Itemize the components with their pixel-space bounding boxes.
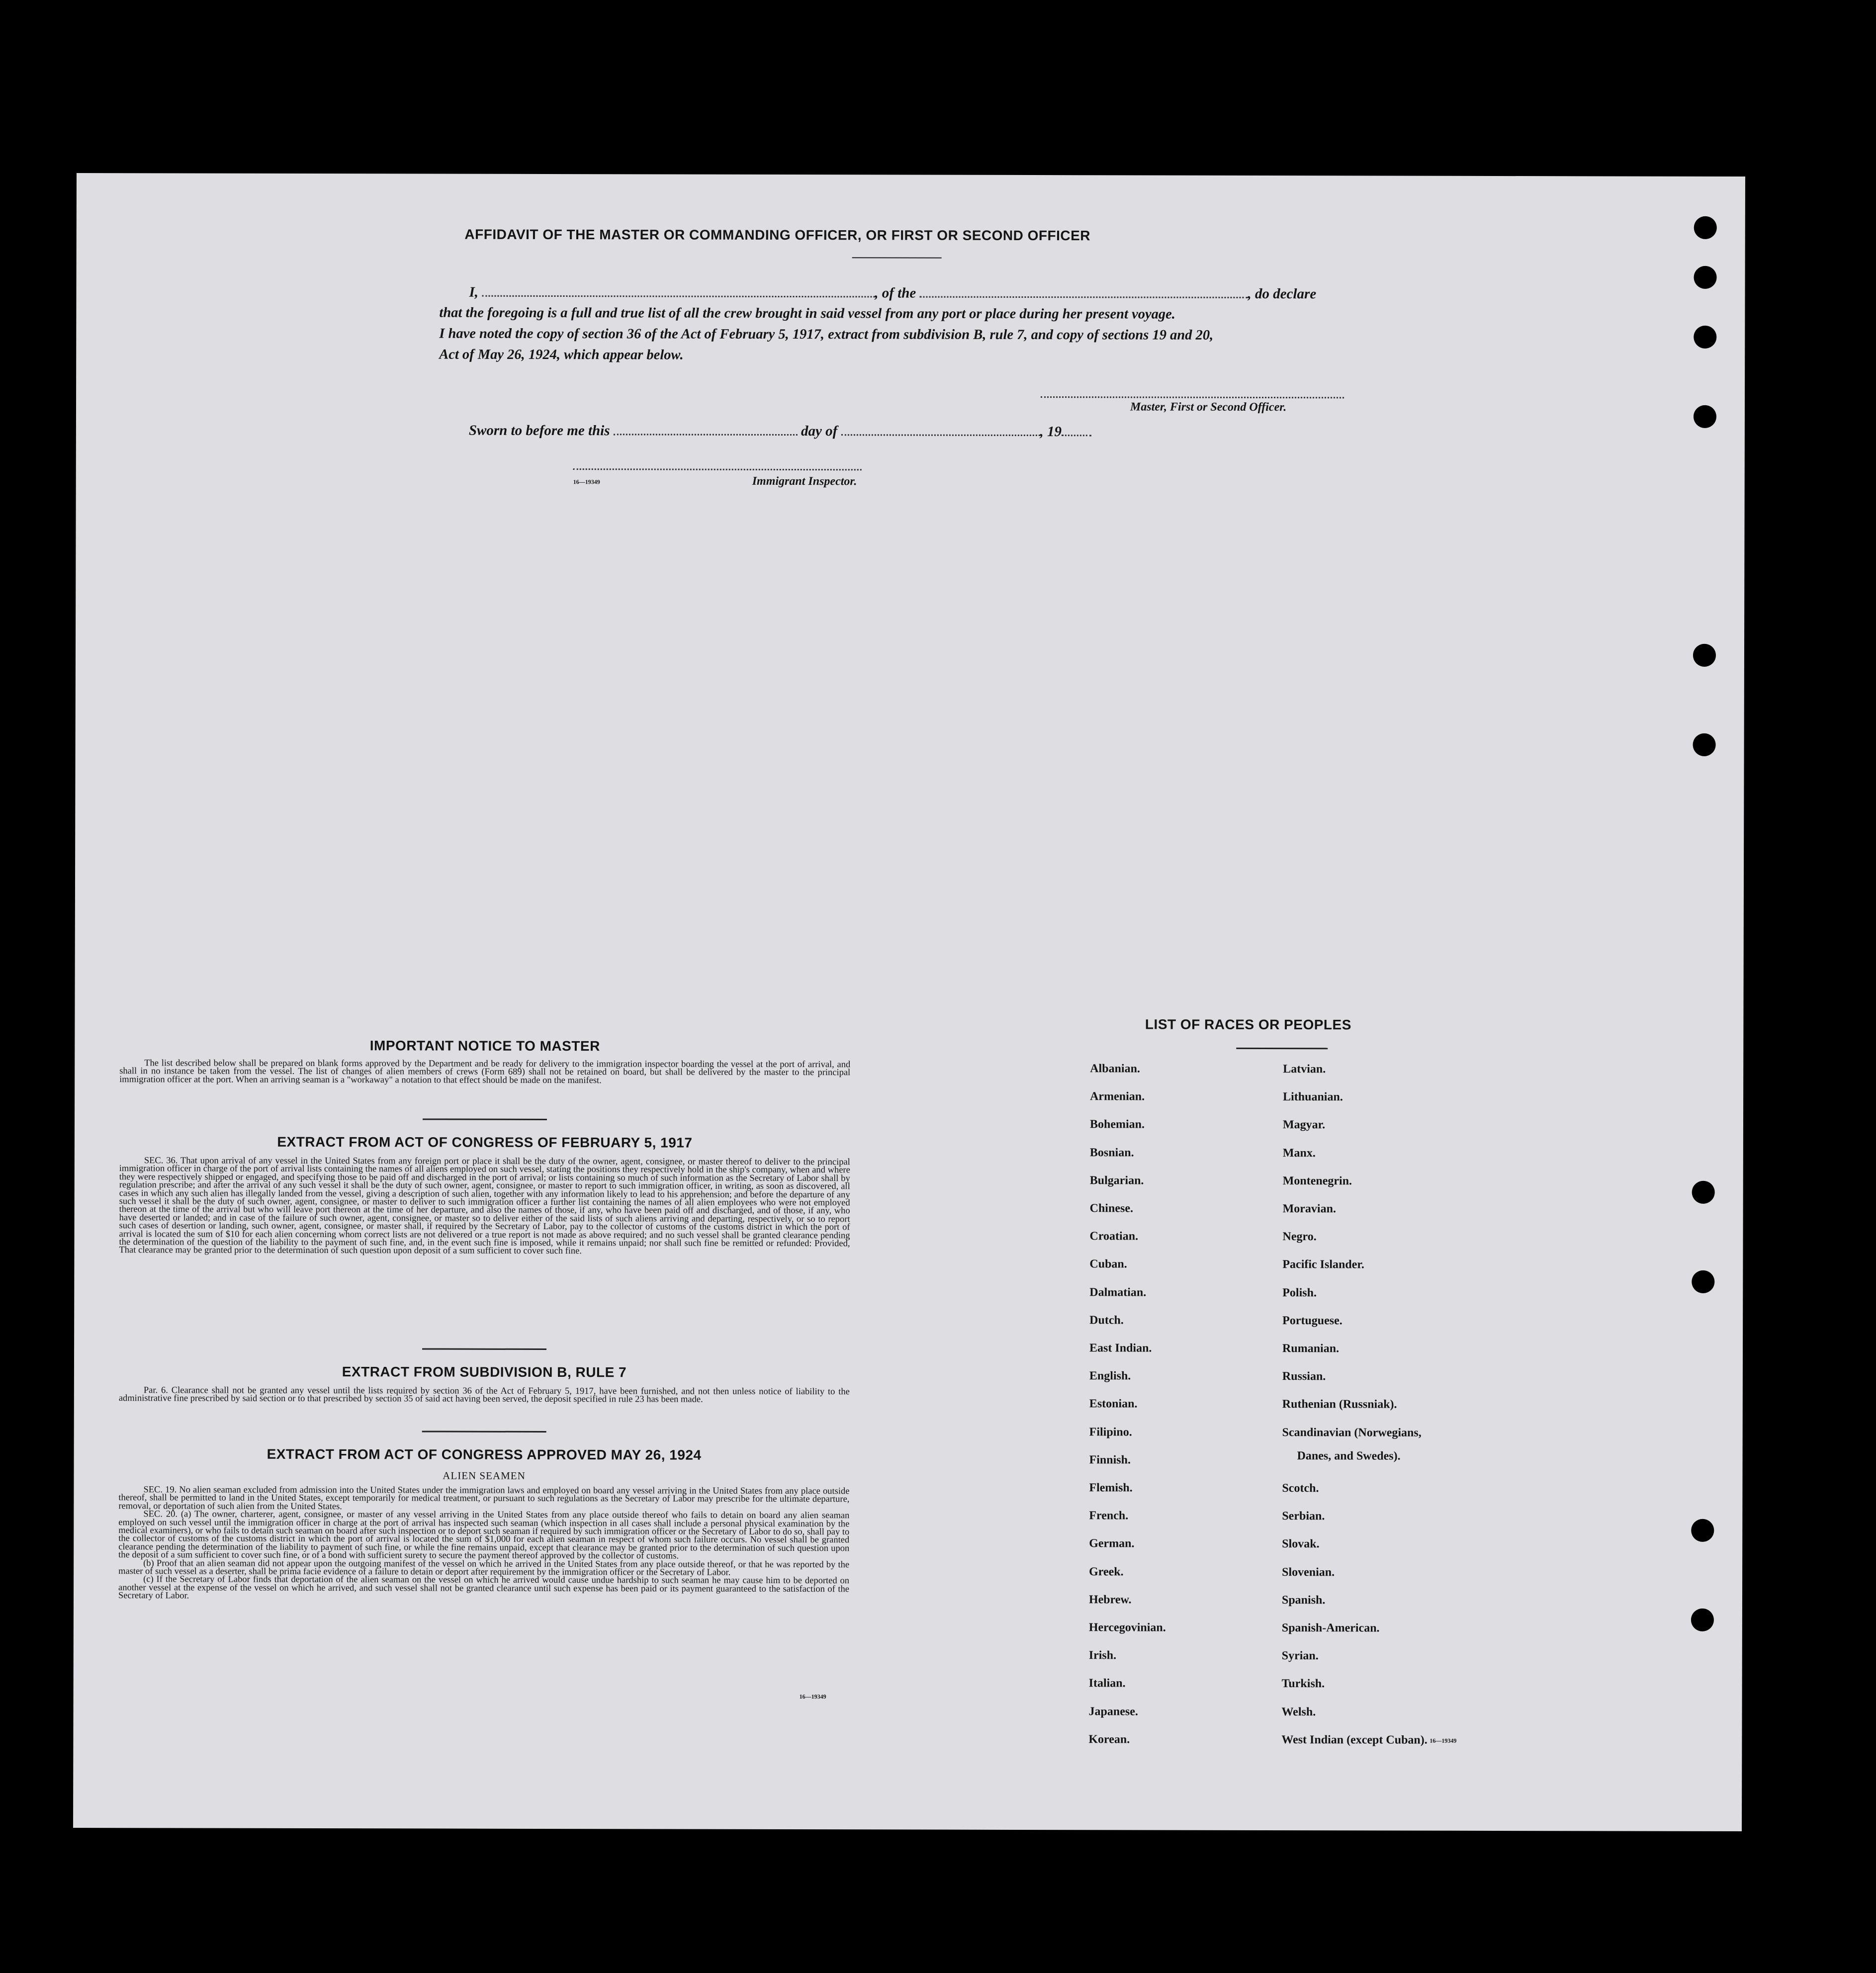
race-item: Serbian. [1282,1510,1325,1523]
affidavit-line3: I have noted the copy of section 36 of the Act of February 5, 1917, extract from subdivision B, rule 7, and copy of sections 19 and 20, [439,326,1214,343]
races-list [73,173,1745,1831]
race-item: Hebrew. [1088,1593,1132,1607]
notice-title: IMPORTANT NOTICE TO MASTER [369,1038,600,1054]
master-signature-label: Master, First or Second Officer. [1130,400,1287,414]
extract-rule7-title: EXTRACT FROM SUBDIVISION B, RULE 7 [342,1364,627,1380]
race-item: West Indian (except Cuban). [1281,1733,1428,1747]
inspector-label: Immigrant Inspector. [752,474,857,488]
race-item: English. [1089,1369,1131,1383]
race-item: Japanese. [1088,1704,1138,1718]
extract-1917-text: SEC. 36. That upon arrival of any vessel in the United States from any foreign port or place it shall be the duty of the owner, agent, consignee, or master thereof to deliver to the principal immigration officer in charge of the port of arrival lists containing the names of all aliens employed on such vessel, stating the positions they respectively hold in the ship's company, when and where they were respectively shipped or engaged, and specifying those to be paid off and discharged in the port of arrival; or lists containing so much of such information as the Secretary of Labor shall by regulation prescribe; and after the arrival of any such vessel it shall be the duty of such owner, agent, consignee, or master to report to such immigration officer, in writing, as soon as discovered, all cases in which any such alien has illegally landed from the vessel, giving a description of such alien, together with any information likely to lead to his apprehension; and before the departure of any such vessel it shall be the duty of such owner, agent, consignee, or master to deliver to such immigration officer a further list containing the names of all alien employees who were not employed thereon at the time of the arrival but who will leave port thereon at the time of her departure, and also the names of those, if any, who have been paid off and discharged, and of those, if any, who have deserted or landed; and in case of the failure of such owner, agent, consignee, or master so to deliver either of the said lists of such aliens arriving and departing, respectively, or so to report such cases of desertion or landing, such owner, agent, consignee, or master shall, if required by the Secretary of Labor, pay to the collector of customs of the customs district in which the port of arrival is located the sum of $10 for each alien concerning whom correct lists are not delivered or a true report is not made as above required; and no such vessel shall be granted clearance pending the determination of the question of the liability to the payment of such fine, and, in the event such fine is imposed, while it remains unpaid; nor shall such fine be remitted or refunded: Provided, That clearance may be granted prior to the determination of such question upon deposit of a sum sufficient to cover such fine. [119,1156,850,1256]
races-title: LIST OF RACES OR PEOPLES [1145,1016,1351,1033]
document-page [73,173,1745,1831]
extract-1924-title: EXTRACT FROM ACT OF CONGRESS APPROVED MAY 26, 1924 [267,1446,702,1463]
race-item: Russian. [1282,1370,1326,1383]
race-item: Chinese. [1089,1202,1134,1215]
affidavit-line2: that the foregoing is a full and true list of all the crew brought in said vessel from any port or place during her present voyage. [439,305,1175,322]
race-item: Korean. [1088,1733,1130,1746]
race-item: Portuguese. [1282,1314,1342,1328]
race-item: Moravian. [1282,1202,1336,1216]
extract-form-number: 16—19349 [799,1693,826,1701]
race-item: Dalmatian. [1089,1285,1147,1299]
race-item: East Indian. [1089,1342,1152,1355]
race-item: Albanian. [1090,1062,1140,1076]
race-item: Pacific Islander. [1282,1258,1364,1271]
affidavit-line4: Act of May 26, 1924, which appear below. [439,347,684,363]
race-item: Montenegrin. [1282,1174,1352,1188]
race-item: Italian. [1088,1677,1126,1690]
affidavit-declare: , do declare [1248,285,1317,302]
affidavit-title: AFFIDAVIT OF THE MASTER OR COMMANDING OFFICER, OR FIRST OR SECOND OFFICER [464,226,1091,244]
race-item: Dutch. [1089,1314,1124,1327]
extract-1924-sec19: SEC. 19. No alien seaman excluded from admission into the United States under the immigration laws and employed on board any vessel arriving in the United States from any place outside thereof, shall be permitted to land in the United States, except temporarily for medical treatment, or pursuant to such regulations as the Secretary of Labor may prescribe for the ultimate departure, removal, or deportation of such alien from the United States. [118,1485,850,1512]
race-item: Bulgarian. [1089,1174,1144,1187]
race-item: Croatian. [1089,1230,1139,1243]
extract-1924-subtitle: ALIEN SEAMEN [443,1469,526,1482]
races-form-number: 16—19349 [1429,1737,1457,1744]
race-item: Cuban. [1089,1257,1127,1271]
race-item: Latvian. [1283,1063,1326,1076]
race-item: Armenian. [1090,1090,1145,1103]
affidavit-form-number: 16—19349 [573,478,600,486]
race-item: Finnish. [1089,1453,1131,1467]
race-item: Estonian. [1089,1397,1138,1411]
race-item: Lithuanian. [1283,1090,1343,1104]
race-item: Turkish. [1281,1677,1325,1691]
extract-1924-sec20b: (b) Proof that an alien seaman did not appear upon the outgoing manifest of the vessel on which he arrived in the United States from any place outside thereof, or that he was reported by the master of such vessel as a deserter, shall be prima facie evidence of a failure to detain or deport after requirement by the immigration officer or the Secretary of Labor. [118,1558,850,1578]
race-item: Scandinavian (Norwegians, [1282,1426,1422,1439]
race-item: Syrian. [1281,1649,1319,1663]
race-item: Rumanian. [1282,1342,1340,1355]
race-item: Welsh. [1281,1705,1316,1718]
sworn-day-of: day of [801,423,838,440]
race-item: Bohemian. [1089,1118,1145,1131]
race-item: Negro. [1282,1230,1317,1244]
race-item: Manx. [1282,1146,1316,1160]
race-item: Polish. [1282,1286,1317,1299]
race-item: Magyar. [1282,1118,1326,1132]
affidavit-of-the: , of the [875,285,916,301]
race-item: Greek. [1089,1565,1124,1579]
extract-1924-sec20c: (c) If the Secretary of Labor finds that deportation of the alien seaman on the vessel on which he arrived would cause undue hardship to such seaman he may cause him to be deported on another vessel at the expense of the vessel on which he arrived, and such vessel shall not be granted clearance until such expense has been paid or its payment guaranteed to the satisfaction of the Secretary of Labor. [118,1574,850,1601]
race-item: Hercegovinian. [1088,1621,1166,1634]
extract-1917-title: EXTRACT FROM ACT OF CONGRESS OF FEBRUARY 5, 1917 [277,1134,693,1151]
affidavit-i: I, [469,284,479,300]
extract-1924-sec20a: SEC. 20. (a) The owner, charterer, agent, consignee, or master of any vessel arriving in the United States from any place outside thereof who fails to detain on board any alien seaman employed on such vessel until the immigration officer in charge at the port of arrival has inspected such seaman (which inspection in all cases shall include a personal physical examination by the medical examiners), or who fails to detain such seaman on board after such inspection or to deport such seaman if required by such immigration officer or the Secretary of Labor to do so, shall pay to the collector of customs of the customs district in which the port of arrival is located the sum of $1,000 for each alien seaman in respect of whom such failure occurs. No vessel shall be granted clearance pending the determination of the liability to payment of such fine, or while the fine remains unpaid, except that clearance may be granted prior to the determination of such question upon the deposit of a sum sufficient to cover such fine, or of a bond with sufficient surety to secure the payment thereof approved by the collector of customs. [118,1509,850,1561]
extract-rule7-text: Par. 6. Clearance shall not be granted any vessel until the lists required by section 36 of the Act of February 5, 1917, have been furnished, and not then unless notice of liability to the administrative fine prescribed by said section or to that prescribed by section 35 of said act having been served, the deposit specified in rule 23 has been made. [118,1385,850,1405]
race-item: Spanish-American. [1281,1621,1380,1635]
race-item: Slovenian. [1282,1565,1335,1579]
race-item: Scotch. [1282,1482,1319,1495]
race-item: Irish. [1088,1649,1117,1662]
notice-text: The list described below shall be prepared on blank forms approved by the Department and be ready for delivery to the immigration inspector boarding the vessel at the port of arrival, and shall in no instance be taken from the vessel. The list of changes of alien members of crews (Form 689) shall not be retained on board, but shall be delivered by the master to the principal immigration officer at the port. When an arriving seaman is a "workaway" a notation to that effect should be made on the manifest. [119,1058,851,1086]
race-item-scandinavian-cont: Danes, and Swedes). [1297,1449,1401,1463]
race-item: Flemish. [1089,1481,1133,1495]
race-item: Bosnian. [1089,1146,1134,1160]
race-item: French. [1089,1509,1129,1523]
race-item: Ruthenian (Russniak). [1282,1398,1397,1411]
sworn-year-prefix: , 19 [1040,424,1062,440]
race-item: Slovak. [1282,1537,1320,1551]
sworn-text: Sworn to before me this [468,422,610,439]
race-item: Spanish. [1281,1593,1326,1607]
race-item: German. [1089,1537,1135,1550]
race-item: Filipino. [1089,1425,1132,1439]
